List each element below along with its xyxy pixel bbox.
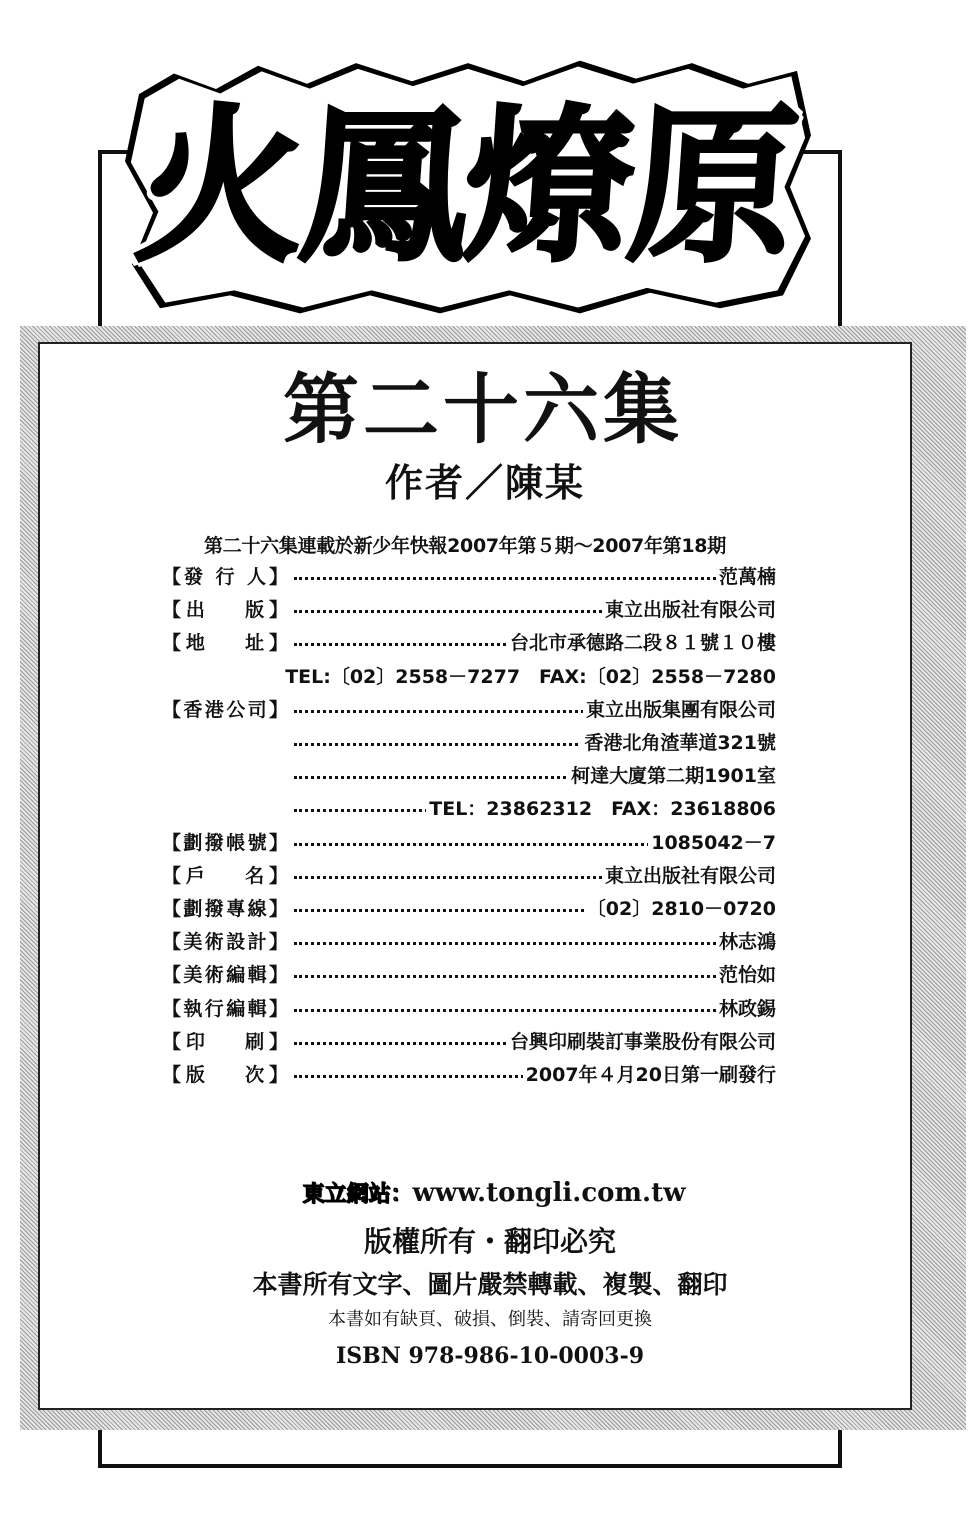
info-row [162,1029,776,1055]
info-row [162,664,776,690]
leader-dots [294,1009,776,1012]
info-label: 【出 版】 [162,599,288,622]
leader-dots [294,942,776,945]
info-value: TEL:〔02〕2558－7277 FAX:〔02〕2558－7280 [285,665,776,688]
info-value: 柯達大廈第二期1901室 [568,763,776,789]
info-value: 台興印刷裝訂事業股份有限公司 [507,1029,776,1055]
info-value: 東立出版社有限公司 [602,863,776,889]
serialization-note: 第二十六集連載於新少年快報2007年第５期～2007年第18期 [204,535,726,557]
info-value: 東立出版集團有限公司 [583,697,776,723]
info-row [162,796,776,822]
series-title: 火鳳燎原 [130,89,800,285]
info-row [162,830,776,856]
info-value: 東立出版社有限公司 [602,597,776,623]
info-row [162,730,776,756]
info-value: 香港北角渣華道321號 [581,730,776,756]
info-row [162,1062,776,1088]
info-row [162,896,776,922]
info-value: 范萬楠 [716,564,776,590]
author-line: 作者／陳某 [384,461,585,505]
info-row [162,763,776,789]
info-row [162,863,776,889]
info-value: 1085042－7 [648,830,776,856]
info-row [162,630,776,656]
info-row [162,996,776,1022]
replacement-notice: 本書如有缺頁、破損、倒裝、請寄回更換 [328,1309,652,1330]
website-label: 東立網站： [302,1182,413,1207]
website-url[interactable]: www.tongli.com.tw [412,1178,686,1208]
info-label: 【版 次】 [162,1064,288,1086]
info-value: 2007年４月20日第一刷發行 [523,1062,776,1088]
info-row [162,697,776,723]
title-banner [120,62,810,312]
volume-title: 第二十六集 [283,365,683,454]
info-label: 【地 址】 [162,632,288,655]
leader-dots [294,577,776,580]
website-line [8,1178,980,1210]
info-value: 台北市承德路二段８１號１０樓 [507,630,776,656]
info-label: 【戶 名】 [162,864,288,887]
info-value: 范怡如 [716,962,776,988]
info-label: 【美術編輯】 [162,964,288,987]
copyright-notice: 版權所有・翻印必究 [363,1225,616,1258]
info-row [162,929,776,955]
leader-dots [294,975,776,978]
info-label: 【劃撥帳號】 [162,831,288,854]
info-label: 【劃撥專線】 [162,898,288,920]
info-label: 【印 刷】 [162,1030,288,1053]
info-label: 【美術設計】 [162,931,288,954]
info-value: 林志鴻 [716,929,776,955]
info-value: 〔02〕2810－0720 [584,896,776,922]
info-value: 林政錫 [716,996,776,1022]
reproduction-notice: 本書所有文字、圖片嚴禁轉載、複製、翻印 [252,1270,728,1299]
info-row [162,564,776,590]
info-value: TEL：23862312 FAX：23618806 [426,796,776,822]
info-row [162,962,776,988]
info-label: 【發 行 人】 [162,566,288,588]
info-label: 【香港公司】 [162,698,288,721]
info-label: 【執行編輯】 [162,997,288,1020]
isbn: ISBN 978-986-10-0003-9 [335,1343,645,1369]
info-row [162,597,776,623]
